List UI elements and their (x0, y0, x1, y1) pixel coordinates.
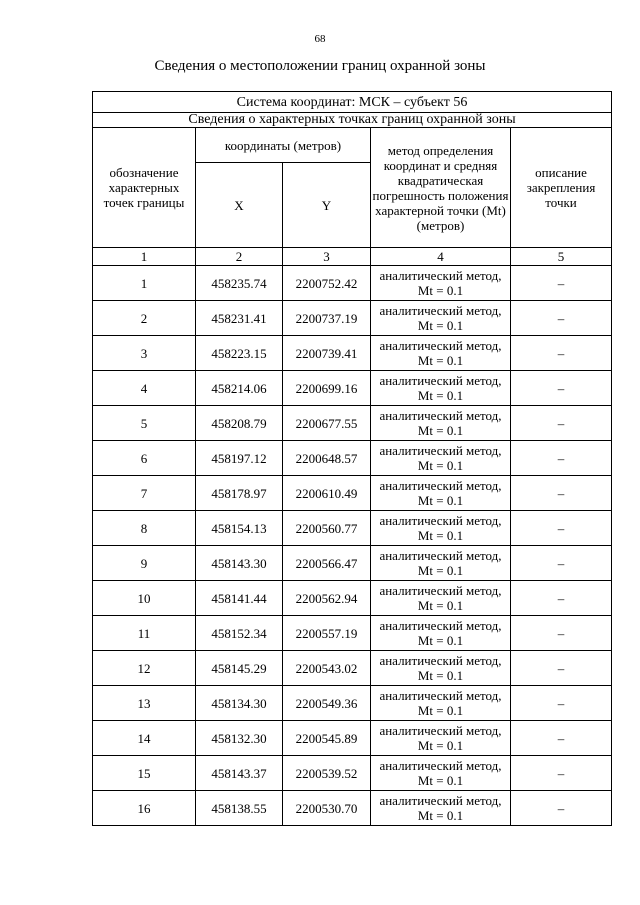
y-coordinate: 2200549.36 (283, 686, 371, 721)
description-cell: – (511, 791, 612, 826)
y-coordinate: 2200739.41 (283, 336, 371, 371)
method-cell: аналитический метод, Mt = 0.1 (371, 756, 511, 791)
y-coordinate: 2200562.94 (283, 581, 371, 616)
table-row (93, 301, 612, 336)
y-coordinate: 2200566.47 (283, 546, 371, 581)
description-cell: – (511, 371, 612, 406)
description-cell: – (511, 406, 612, 441)
column-number: 3 (283, 248, 371, 266)
x-coordinate: 458145.29 (196, 651, 283, 686)
method-cell: аналитический метод, Mt = 0.1 (371, 511, 511, 546)
point-number: 9 (93, 546, 196, 581)
y-coordinate: 2200543.02 (283, 651, 371, 686)
document-title: Сведения о местоположении границ охранной зоны (154, 58, 486, 74)
header-x: X (196, 163, 283, 248)
x-coordinate: 458208.79 (196, 406, 283, 441)
page-number: 68 (314, 33, 326, 45)
method-cell: аналитический метод, Mt = 0.1 (371, 336, 511, 371)
column-header-row (93, 128, 612, 163)
description-cell: – (511, 336, 612, 371)
method-cell: аналитический метод, Mt = 0.1 (371, 441, 511, 476)
y-coordinate: 2200545.89 (283, 721, 371, 756)
point-number: 14 (93, 721, 196, 756)
coordinates-table (92, 91, 612, 826)
point-number: 15 (93, 756, 196, 791)
point-number: 12 (93, 651, 196, 686)
description-cell: – (511, 546, 612, 581)
x-coordinate: 458143.37 (196, 756, 283, 791)
method-cell: аналитический метод, Mt = 0.1 (371, 686, 511, 721)
method-cell: аналитический метод, Mt = 0.1 (371, 301, 511, 336)
table-row (93, 791, 612, 826)
table-subheader: Сведения о характерных точках границ охранной зоны (93, 113, 612, 128)
coordinate-system-row (93, 92, 612, 113)
method-cell: аналитический метод, Mt = 0.1 (371, 406, 511, 441)
x-coordinate: 458132.30 (196, 721, 283, 756)
table-row (93, 441, 612, 476)
point-number: 4 (93, 371, 196, 406)
y-coordinate: 2200648.57 (283, 441, 371, 476)
method-cell: аналитический метод, Mt = 0.1 (371, 651, 511, 686)
header-method: метод определения координат и средняя квадратическая погрешность положения характерной точки (Mt) (метров) (371, 128, 511, 248)
table-row (93, 581, 612, 616)
x-coordinate: 458178.97 (196, 476, 283, 511)
x-coordinate: 458138.55 (196, 791, 283, 826)
table-row (93, 546, 612, 581)
x-coordinate: 458223.15 (196, 336, 283, 371)
column-number: 1 (93, 248, 196, 266)
point-number: 2 (93, 301, 196, 336)
method-cell: аналитический метод, Mt = 0.1 (371, 581, 511, 616)
point-number: 3 (93, 336, 196, 371)
table-row (93, 616, 612, 651)
coordinate-system-header: Система координат: МСК – субъект 56 (93, 92, 612, 113)
table-body (93, 92, 612, 826)
table-row (93, 371, 612, 406)
method-cell: аналитический метод, Mt = 0.1 (371, 616, 511, 651)
y-coordinate: 2200699.16 (283, 371, 371, 406)
method-cell: аналитический метод, Mt = 0.1 (371, 266, 511, 301)
column-number: 4 (371, 248, 511, 266)
description-cell: – (511, 651, 612, 686)
point-number: 10 (93, 581, 196, 616)
header-designation: обозначение характерных точек границы (93, 128, 196, 248)
description-cell: – (511, 686, 612, 721)
header-description: описание закрепления точки (511, 128, 612, 248)
point-number: 6 (93, 441, 196, 476)
header-coordinates: координаты (метров) (196, 128, 371, 163)
table-row (93, 686, 612, 721)
point-number: 5 (93, 406, 196, 441)
method-cell: аналитический метод, Mt = 0.1 (371, 476, 511, 511)
description-cell: – (511, 511, 612, 546)
y-coordinate: 2200677.55 (283, 406, 371, 441)
table-row (93, 336, 612, 371)
y-coordinate: 2200557.19 (283, 616, 371, 651)
method-cell: аналитический метод, Mt = 0.1 (371, 721, 511, 756)
method-cell: аналитический метод, Mt = 0.1 (371, 791, 511, 826)
table-row (93, 511, 612, 546)
header-y: Y (283, 163, 371, 248)
table-row (93, 651, 612, 686)
description-cell: – (511, 756, 612, 791)
x-coordinate: 458141.44 (196, 581, 283, 616)
point-number: 13 (93, 686, 196, 721)
method-cell: аналитический метод, Mt = 0.1 (371, 371, 511, 406)
subheader-row (93, 113, 612, 128)
x-coordinate: 458154.13 (196, 511, 283, 546)
table-row (93, 721, 612, 756)
point-number: 1 (93, 266, 196, 301)
point-number: 7 (93, 476, 196, 511)
y-coordinate: 2200737.19 (283, 301, 371, 336)
x-coordinate: 458134.30 (196, 686, 283, 721)
y-coordinate: 2200560.77 (283, 511, 371, 546)
x-coordinate: 458197.12 (196, 441, 283, 476)
x-coordinate: 458231.41 (196, 301, 283, 336)
description-cell: – (511, 721, 612, 756)
point-number: 8 (93, 511, 196, 546)
column-number-row (93, 248, 612, 266)
column-number: 2 (196, 248, 283, 266)
point-number: 16 (93, 791, 196, 826)
description-cell: – (511, 441, 612, 476)
table-row (93, 266, 612, 301)
table-row (93, 406, 612, 441)
x-coordinate: 458152.34 (196, 616, 283, 651)
x-coordinate: 458235.74 (196, 266, 283, 301)
x-coordinate: 458214.06 (196, 371, 283, 406)
column-number: 5 (511, 248, 612, 266)
y-coordinate: 2200530.70 (283, 791, 371, 826)
description-cell: – (511, 616, 612, 651)
y-coordinate: 2200752.42 (283, 266, 371, 301)
table-row (93, 756, 612, 791)
description-cell: – (511, 476, 612, 511)
method-cell: аналитический метод, Mt = 0.1 (371, 546, 511, 581)
description-cell: – (511, 581, 612, 616)
description-cell: – (511, 266, 612, 301)
point-number: 11 (93, 616, 196, 651)
x-coordinate: 458143.30 (196, 546, 283, 581)
table-row (93, 476, 612, 511)
description-cell: – (511, 301, 612, 336)
y-coordinate: 2200610.49 (283, 476, 371, 511)
y-coordinate: 2200539.52 (283, 756, 371, 791)
